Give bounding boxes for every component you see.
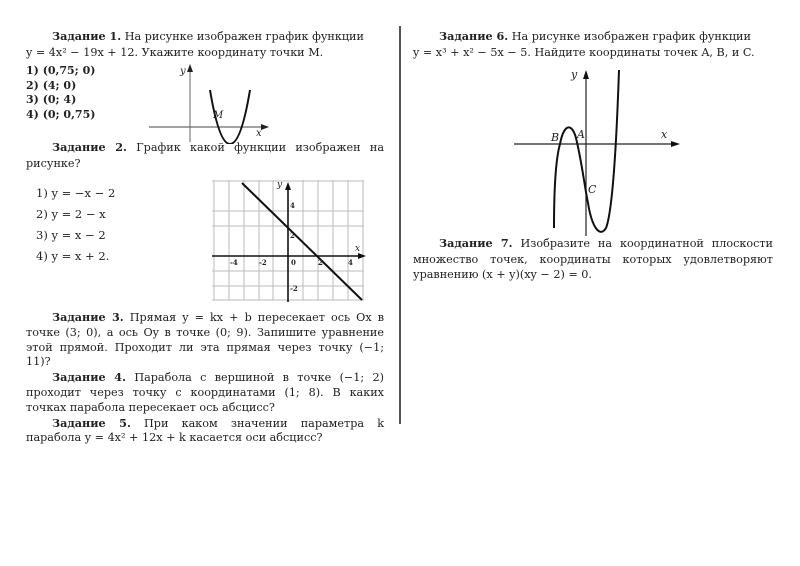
task-1: [26, 29, 384, 45]
task-3-title: Задание 3.: [52, 310, 124, 324]
task-2-title: Задание 2.: [52, 140, 127, 154]
task-2-x-tick-neg4: -4: [230, 258, 238, 267]
task-5: [26, 416, 384, 447]
task-5-title: Задание 5.: [52, 415, 131, 430]
task-6-title: Задание 6.: [439, 29, 509, 43]
task-2-option-4: 4) y = x + 2.: [36, 249, 110, 263]
task-3-text: Прямая y = kx + b пересекает ось Ox в точке (3; 0), а ось Oy в точке (0; 9). Запишите уравнение этой прямой. Проходит ли эта прямая через точку (−1; 11)?: [26, 311, 385, 369]
task-6-text-line1: На рисунке изображен график функции: [511, 30, 751, 43]
task-1-text-line2: y = 4x² − 19x + 12. Укажите координату точки M.: [26, 45, 324, 59]
task-2-x-tick-0: 0: [291, 258, 296, 267]
task-1-text-line1: На рисунке изображен график функции: [124, 30, 364, 43]
task-7-title: Задание 7.: [439, 236, 513, 250]
task-2-x-tick-2: 2: [318, 258, 323, 267]
task-6-y-label: y: [571, 68, 578, 81]
task-6: [413, 29, 773, 45]
task-7-text: Изобразите на координатной плоскости множество точек, координаты которых удовлетворяют уравнению (x + y)(xy − 2) = 0.: [413, 237, 774, 281]
task-2-text: График какой функции изображен на рисунке?: [26, 141, 385, 170]
right-column: [413, 29, 773, 60]
task-5-text: При каком значении параметра k парабола y = 4x² + 12x + k касается оси абсцисс?: [26, 416, 384, 445]
task-2-x-tick-4: 4: [348, 258, 353, 267]
task-2-y-tick-4: 4: [290, 201, 295, 210]
task-1-option-1: 1) (0,75; 0): [26, 64, 96, 77]
task-2-y-label: y: [277, 180, 283, 190]
task-1-option-2: 2) (4; 0): [26, 78, 77, 92]
task-4-title: Задание 4.: [52, 370, 126, 385]
task-3: [26, 310, 384, 370]
task-6-x-label: x: [661, 128, 668, 141]
task-6-point-c-label: C: [588, 183, 597, 196]
task-2-y-tick-2: 2: [290, 231, 295, 240]
task-2-option-1: 1) y = −x − 2: [36, 186, 116, 200]
task-2-y-tick-neg2: -2: [290, 284, 298, 293]
task-2-x-tick-neg2: -2: [259, 258, 267, 267]
task-7: [413, 236, 773, 283]
task-6-point-b-label: B: [551, 131, 560, 144]
task-1-title: Задание 1.: [52, 29, 122, 43]
task-2-x-label: x: [355, 244, 361, 254]
task-1-y-label: y: [180, 66, 186, 77]
task-6-cubic-graph: [512, 68, 682, 238]
task-2-option-3: 3) y = x − 2: [36, 228, 106, 242]
task-2-option-2: 2) y = 2 − x: [36, 207, 106, 221]
task-1-point-m-label: M: [213, 110, 224, 121]
task-4: [26, 370, 384, 415]
task-1-x-label: x: [256, 128, 262, 139]
task-1-option-3: 3) (0; 4): [26, 93, 77, 106]
task-2-line-graph: [212, 180, 366, 302]
column-divider: [399, 26, 401, 424]
task-4-text: Парабола с вершиной в точке (−1; 2) проходит через точку с координатами (1; 8). В каких точках парабола пересекает ось абсцисс?: [26, 371, 385, 414]
task-6-point-a-label: A: [577, 128, 585, 141]
task-6-text-line2: y = x³ + x² − 5x − 5. Найдите координаты точек A, B, и C.: [413, 45, 755, 59]
tasks-3-5: [26, 310, 384, 446]
task-1-option-4: 4) (0; 0,75): [26, 107, 96, 121]
